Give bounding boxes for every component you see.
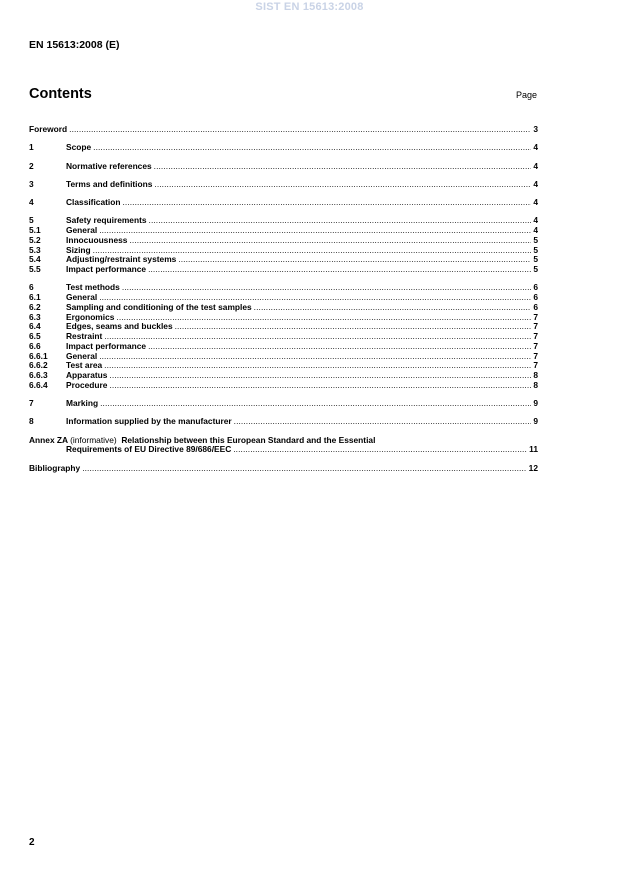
contents-heading: Contents: [29, 86, 92, 102]
toc-entry-page: 7: [533, 321, 538, 332]
toc-entry[interactable]: [29, 180, 538, 190]
toc-entry[interactable]: [29, 352, 538, 362]
dot-leader: [104, 361, 531, 371]
toc-entry-page: 7: [533, 331, 538, 341]
annex-label: Annex ZA: [29, 434, 68, 445]
toc-entry-page: 5: [533, 264, 538, 274]
toc-entry-page: 8: [533, 379, 538, 390]
toc-annex-entry-continued[interactable]: [29, 445, 538, 455]
toc-entry[interactable]: [29, 236, 538, 246]
dot-leader: [109, 381, 531, 391]
toc-entry-title: Apparatus: [66, 370, 108, 380]
toc-entry[interactable]: [29, 216, 538, 226]
toc-entry-title: Classification: [66, 197, 121, 207]
toc-entry-title: Impact performance: [66, 340, 147, 351]
toc-entry-number: 5.5: [29, 264, 41, 274]
toc-entry-page: 7: [533, 340, 538, 351]
toc-entry[interactable]: [29, 198, 538, 208]
toc-entry-number: 6.6.4: [29, 379, 48, 390]
toc-entry-title: Innocuousness: [66, 234, 128, 245]
toc-entry-number: 6: [29, 282, 34, 293]
toc-entry-page: 5: [533, 234, 538, 245]
toc-entry-title: Test area: [66, 360, 103, 371]
toc-entry[interactable]: [29, 162, 538, 172]
toc-entry-title: Requirements of EU Directive 89/686/EEC: [66, 444, 232, 455]
toc-entry[interactable]: [29, 143, 538, 153]
annex-type: (informative): [70, 434, 117, 445]
toc-entry-title: Restraint: [66, 331, 103, 341]
toc-entry-page: 6: [533, 282, 538, 293]
toc-entry-page: 4: [533, 178, 538, 189]
toc-entry-number: 6.6.1: [29, 350, 48, 361]
dot-leader: [129, 236, 531, 246]
toc-entry-number: 1: [29, 142, 34, 153]
toc-entry-title: Information supplied by the manufacturer: [66, 416, 232, 427]
toc-entry-title: Impact performance: [66, 264, 147, 274]
table-of-contents: [29, 125, 538, 473]
dot-leader: [254, 303, 532, 313]
toc-entry-title: Procedure: [66, 379, 108, 390]
dot-leader: [116, 313, 531, 323]
toc-entry-number: 2: [29, 160, 34, 171]
toc-entry-number: 6.4: [29, 321, 41, 332]
toc-entry-number: 4: [29, 197, 34, 207]
dot-leader: [154, 180, 531, 190]
toc-entry-title: Scope: [66, 142, 92, 153]
page-number: 2: [29, 837, 35, 848]
toc-entry-title: Safety requirements: [66, 215, 147, 226]
toc-entry-page: 8: [533, 370, 538, 380]
toc-entry-page: 7: [533, 350, 538, 361]
toc-entry-number: 6.6.2: [29, 360, 48, 371]
toc-entry-title: Sampling and conditioning of the test samples: [66, 301, 252, 312]
toc-entry[interactable]: [29, 265, 538, 275]
dot-leader: [99, 352, 531, 362]
dot-leader: [154, 162, 532, 172]
toc-entry-number: 6.6.3: [29, 370, 48, 380]
toc-entry-number: 5.1: [29, 225, 41, 235]
toc-entry[interactable]: [29, 322, 538, 332]
toc-entry-page: 5: [533, 254, 538, 265]
toc-entry-page: 4: [533, 197, 538, 207]
toc-entry-number: 5.2: [29, 234, 41, 245]
toc-entry-title: General: [66, 225, 98, 235]
toc-entry-title: Sizing: [66, 244, 91, 255]
toc-entry-number: 5: [29, 215, 34, 226]
toc-entry-number: 6.2: [29, 301, 41, 312]
toc-entry-page: 6: [533, 301, 538, 312]
dot-leader: [93, 143, 531, 153]
toc-entry-number: 5.4: [29, 254, 41, 265]
toc-entry-number: 5.3: [29, 244, 41, 255]
toc-entry[interactable]: [29, 125, 538, 135]
toc-entry[interactable]: [29, 464, 538, 474]
toc-entry-title: General: [66, 350, 98, 361]
toc-entry-title: Ergonomics: [66, 311, 115, 322]
toc-entry-page: 5: [533, 244, 538, 255]
dot-leader: [175, 322, 532, 332]
page-column-label: Page: [515, 90, 537, 100]
toc-entry-page: 12: [528, 462, 538, 473]
dot-leader: [122, 198, 531, 208]
toc-entry-page: 7: [533, 311, 538, 322]
toc-entry-title: General: [66, 292, 98, 302]
toc-entry-title: Bibliography: [29, 462, 81, 473]
toc-entry-title: Normative references: [66, 160, 152, 171]
dot-leader: [99, 226, 531, 236]
toc-entry-page: 3: [533, 124, 538, 134]
annex-title-line1: Relationship between this European Standard and the Essential: [121, 434, 376, 445]
dot-leader: [82, 464, 526, 474]
toc-entry-number: 6.6: [29, 340, 41, 351]
toc-entry-page: 9: [533, 416, 538, 427]
toc-entry-page: 7: [533, 360, 538, 371]
toc-entry-number: 6.3: [29, 311, 41, 322]
toc-entry-title: Foreword: [29, 124, 68, 134]
toc-entry-page: 4: [533, 215, 538, 226]
toc-entry-number: 8: [29, 416, 34, 427]
dot-leader: [148, 265, 531, 275]
watermark: SIST EN 15613:2008: [255, 1, 364, 13]
document-id: EN 15613:2008 (E): [29, 39, 120, 51]
toc-entry-page: 11: [529, 444, 538, 455]
toc-entry-title: Adjusting/restraint systems: [66, 254, 177, 265]
toc-entry-title: Marking: [66, 398, 99, 408]
toc-entry-number: 6.1: [29, 292, 41, 302]
toc-entry-number: 6.5: [29, 331, 41, 341]
toc-entry-title: Terms and definitions: [66, 178, 153, 189]
toc-entry-page: 9: [533, 398, 538, 408]
dot-leader: [69, 125, 531, 135]
dot-leader: [149, 216, 532, 226]
toc-entry[interactable]: [29, 381, 538, 391]
toc-entry[interactable]: [29, 399, 538, 409]
toc-entry-page: 4: [533, 225, 538, 235]
dot-leader: [178, 255, 531, 265]
toc-entry-title: Test methods: [66, 282, 120, 293]
dot-leader: [109, 371, 531, 381]
toc-entry[interactable]: [29, 417, 538, 427]
dot-leader: [233, 445, 527, 455]
dot-leader: [122, 283, 532, 293]
toc-entry-number: 7: [29, 398, 34, 408]
dot-leader: [104, 332, 531, 342]
toc-entry-page: 6: [533, 292, 538, 302]
toc-entry-number: 3: [29, 178, 34, 189]
toc-entry-page: 4: [533, 142, 538, 153]
dot-leader: [148, 342, 531, 352]
toc-entry[interactable]: [29, 283, 538, 293]
toc-entry[interactable]: [29, 342, 538, 352]
toc-entry-title: Edges, seams and buckles: [66, 321, 173, 332]
toc-entry-page: 4: [533, 160, 538, 171]
dot-leader: [234, 417, 532, 427]
dot-leader: [100, 399, 531, 409]
